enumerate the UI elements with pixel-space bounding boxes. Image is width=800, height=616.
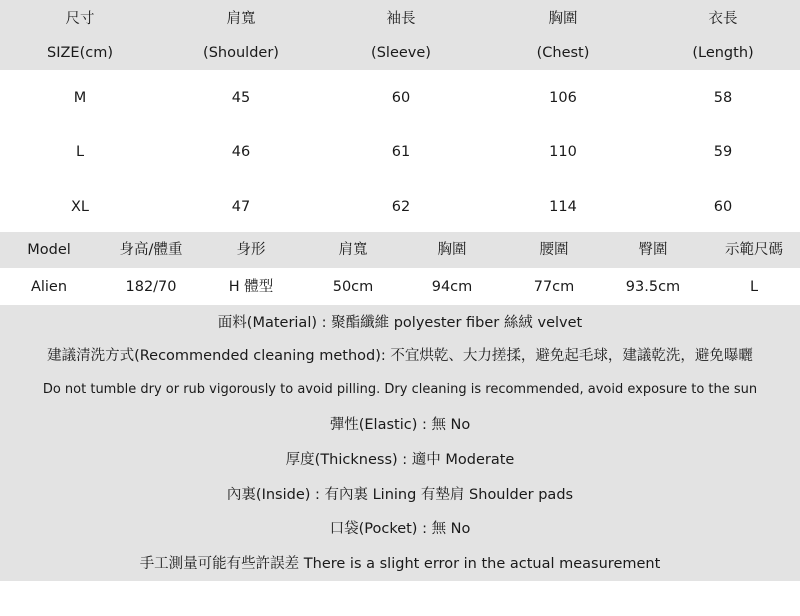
- length-cell: 58: [713, 90, 733, 106]
- model-hip: 93.5cm: [625, 279, 681, 295]
- model-header-hip: 臀圍: [638, 242, 668, 258]
- model-table-header: [0, 232, 800, 268]
- size-cell: M: [73, 90, 87, 106]
- pocket-line: 口袋(Pocket) : 無 No: [329, 521, 471, 537]
- shoulder-cell: 46: [231, 144, 251, 160]
- size-cell: L: [75, 144, 85, 160]
- size-table-header: [0, 0, 800, 70]
- length-cell: 60: [713, 199, 733, 215]
- model-header-height-weight: 身高/體重: [119, 242, 183, 258]
- header-sleeve-en: (Sleeve): [371, 45, 431, 61]
- header-shoulder-cn: 肩寬: [226, 11, 256, 27]
- header-size-cn: 尺寸: [65, 11, 95, 27]
- material-line: 面料(Material) : 聚酯纖維 polyester fiber 絲絨 velvet: [217, 315, 583, 331]
- model-chest: 94cm: [431, 279, 473, 295]
- header-length-en: (Length): [692, 45, 754, 61]
- sleeve-cell: 62: [391, 199, 411, 215]
- model-header-size-worn: 示範尺碼: [725, 242, 783, 258]
- sleeve-cell: 60: [391, 90, 411, 106]
- length-cell: 59: [713, 144, 733, 160]
- cleaning-method-english-line: Do not tumble dry or rub vigorously to avoid pilling. Dry cleaning is recommended, avoid exposure to the sun: [42, 382, 758, 397]
- model-height-weight: 182/70: [125, 279, 177, 295]
- chest-cell: 106: [549, 90, 577, 106]
- model-waist: 77cm: [533, 279, 575, 295]
- sleeve-cell: 61: [391, 144, 411, 160]
- header-chest-cn: 胸圍: [548, 11, 578, 27]
- product-info-section: [0, 305, 800, 581]
- model-header-model: Model: [27, 242, 71, 258]
- shoulder-cell: 47: [231, 199, 251, 215]
- model-header-waist: 腰圍: [539, 242, 569, 258]
- header-length-cn: 衣長: [708, 11, 738, 27]
- model-header-shoulder: 肩寬: [338, 242, 368, 258]
- thickness-line: 厚度(Thickness) : 適中 Moderate: [285, 452, 515, 468]
- header-sleeve-cn: 袖長: [386, 11, 416, 27]
- shoulder-cell: 45: [231, 90, 251, 106]
- cleaning-method-line: 建議清洗方式(Recommended cleaning method): 不宜烘乾、大力搓揉，避免起毛球，建議乾洗，避免曝曬: [47, 348, 753, 364]
- chest-cell: 110: [549, 144, 577, 160]
- size-cell: XL: [70, 199, 90, 215]
- size-table-body: [0, 70, 800, 232]
- header-size-en: SIZE(cm): [47, 45, 113, 61]
- inside-lining-line: 內裏(Inside) : 有內裏 Lining 有墊肩 Shoulder pads: [226, 487, 574, 503]
- model-body-type: H 體型: [228, 279, 274, 295]
- model-name: Alien: [30, 279, 68, 295]
- elastic-line: 彈性(Elastic) : 無 No: [329, 417, 471, 433]
- model-size-worn: L: [749, 279, 759, 295]
- model-table-row: [0, 268, 800, 305]
- model-header-chest: 胸圍: [437, 242, 467, 258]
- header-chest-en: (Chest): [536, 45, 590, 61]
- chest-cell: 114: [549, 199, 577, 215]
- model-header-body-type: 身形: [236, 242, 266, 258]
- header-shoulder-en: (Shoulder): [203, 45, 279, 61]
- model-shoulder: 50cm: [332, 279, 374, 295]
- measurement-error-note: 手工測量可能有些許誤差 There is a slight error in the actual measurement: [139, 556, 661, 572]
